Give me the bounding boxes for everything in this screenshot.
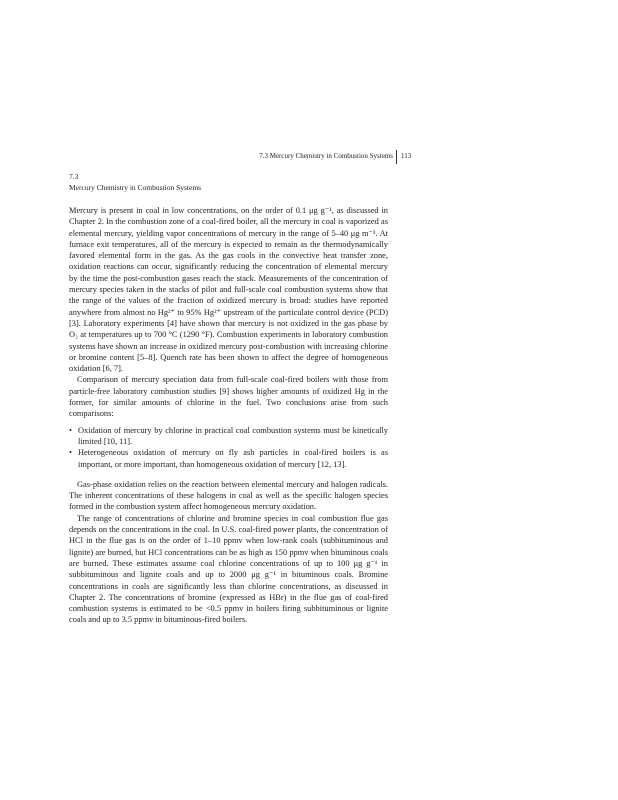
paragraph: The range of concentrations of chlorine and bromine species in coal combustion flue gas depends on the concentrations in the coal. In U.S. coal-fired power plants, the concentration of HCl in the flue gas is on the order of 1–10 ppmv when low-rank coals (subbituminous and lignite) are burned, but HCl concentrations can be as high as 150 ppmv when bituminous coals are burned. These estimates assume coal chlorine concentrations of up to 100 μg g⁻¹ in subbituminous and lignite coals and up to 2000 μg g⁻¹ in bituminous coals. Bromine concentrations in coals are significantly less than chlorine concentrations, as discussed in Chapter 2. The concentrations of bromine (expressed as HBr) in the flue gas of coal-fired combustion systems is estimated to be <0.5 ppmv in boilers firing subbituminous or lignite coals and up to 3.5 ppmv in bituminous-fired boilers.: [69, 513, 388, 625]
running-title: 7.3 Mercury Chemistry in Combustion Systems: [259, 152, 393, 160]
bullet-icon: •: [69, 425, 72, 435]
paragraph: Comparison of mercury speciation data from full-scale coal-fired boilers with those from particle-free laboratory combustion studies [9] shows higher amounts of oxidized Hg in the former, for similar amounts of chlorine in the fuel. Two conclusions arise from such comparisons:: [69, 375, 388, 419]
section-title: Mercury Chemistry in Combustion Systems: [69, 183, 202, 192]
body-text: [69, 205, 388, 626]
list-item: [69, 447, 388, 470]
paragraph: Mercury is present in coal in low concentrations, on the order of 0.1 μg g⁻¹, as discussed in Chapter 2. In the combustion zone of a coal-fired boiler, all the mercury in coal is vaporized as elemental mercury, yielding vapor concentrations of mercury in the range of 5–40 μg m⁻³. At furnace exit temperatures, all of the mercury is expected to remain as the thermodynamically favored elemental form in the gas. As the gas cools in the convective heat transfer zone, oxidation reactions can occur, significantly reducing the concentration of elemental mercury by the time the post-combustion gases reach the stack. Measurements of the concentration of mercury species taken in the stacks of pilot and full-scale coal combustion systems show that the range of the values of the fraction of oxidized mercury is broad: studies have reported anywhere from almost no Hg²⁺ to 95% Hg²⁺ upstream of the particulate control device (PCD) [3]. Laboratory experiments [4] have shown that mercury is not oxidized in the gas phase by O₂ at temperatures up to 700 °C (1290 °F). Combustion experiments in laboratory combustion systems have shown an increase in oxidized mercury post-combustion with increasing chlorine or bromine content [5–8]. Quench rate has been shown to affect the degree of homogeneous oxidation [6, 7].: [69, 206, 388, 374]
list-item-text: Oxidation of mercury by chlorine in practical coal combustion systems must be kinetically limited [10, 11].: [78, 425, 388, 446]
running-header: [0, 150, 618, 164]
paragraph: Gas-phase oxidation relies on the reaction between elemental mercury and halogen radicals. The inherent concentrations of these halogens in coal as well as the specific halogen species formed in the combustion system affect homogeneous mercury oxidation.: [69, 479, 388, 512]
list-item-text: Heterogeneous oxidation of mercury on fly ash particles in coal-fired boilers is as important, or more important, than homogeneous oxidation of mercury [12, 13].: [78, 448, 388, 469]
header-divider: [396, 150, 397, 164]
bullet-list: [69, 425, 388, 470]
section-number: 7.3: [69, 172, 79, 181]
list-item: [69, 425, 388, 448]
bullet-icon: •: [69, 448, 72, 458]
page-number: 113: [401, 152, 412, 160]
